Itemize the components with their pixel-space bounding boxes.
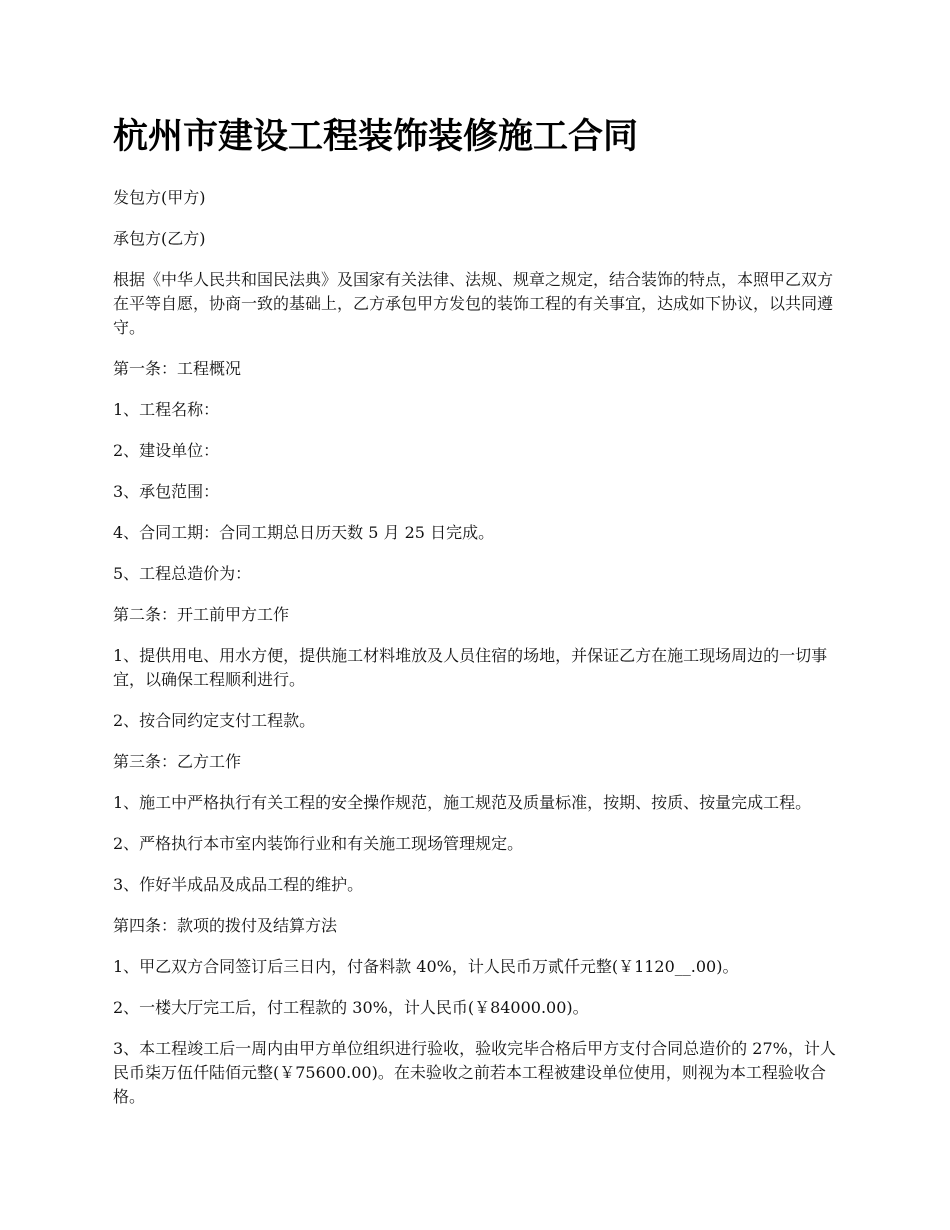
clause-item: 1、提供用电、用水方便，提供施工材料堆放及人员住宿的场地，并保证乙方在施工现场周边的一切事宜，以确保工程顺利进行。 [113,646,828,689]
document-page [113,112,843,1126]
article-heading: 第一条：工程概况 [113,359,242,378]
party-a-line: 发包方(甲方) [113,188,206,207]
clause-item: 1、施工中严格执行有关工程的安全操作规范，施工规范及质量标准，按期、按质、按量完成工程。 [113,793,812,812]
clause-item: 2、一楼大厅完工后，付工程款的 30%，计人民币(￥84000.00)。 [113,998,589,1017]
clause-item: 3、作好半成品及成品工程的维护。 [113,875,364,894]
clause-item: 2、按合同约定支付工程款。 [113,711,316,730]
preamble-paragraph: 根据《中华人民共和国民法典》及国家有关法律、法规、规章之规定，结合装饰的特点，本照甲乙双方在平等自愿，协商一致的基础上，乙方承包甲方发包的装饰工程的有关事宜，达成如下协议，以共同遵守。 [113,270,834,337]
article-heading: 第四条：款项的拨付及结算方法 [113,916,338,935]
clause-item: 4、合同工期：合同工期总日历天数 5 月 25 日完成。 [113,523,495,542]
clause-item: 3、本工程竣工后一周内由甲方单位组织进行验收，验收完毕合格后甲方支付合同总造价的 27%，计人民币柒万伍仟陆佰元整(￥75600.00)。在未验收之前若本工程被建设单位使用，则视为本工程验收合格。 [113,1039,836,1106]
clause-item: 3、承包范围： [113,482,220,501]
article-heading: 第二条：开工前甲方工作 [113,605,290,624]
article-heading: 第三条：乙方工作 [113,752,242,771]
clause-item: 1、甲乙双方合同签订后三日内，付备料款 40%，计人民币万贰仟元整(￥1120__.00)。 [113,957,739,976]
party-b-line: 承包方(乙方) [113,229,206,248]
document-title: 杭州市建设工程装饰装修施工合同 [113,116,639,157]
clause-item: 5、工程总造价为： [113,564,252,583]
clause-item: 1、工程名称： [113,400,220,419]
clause-item: 2、严格执行本市室内装饰行业和有关施工现场管理规定。 [113,834,524,853]
clause-item: 2、建设单位： [113,441,220,460]
